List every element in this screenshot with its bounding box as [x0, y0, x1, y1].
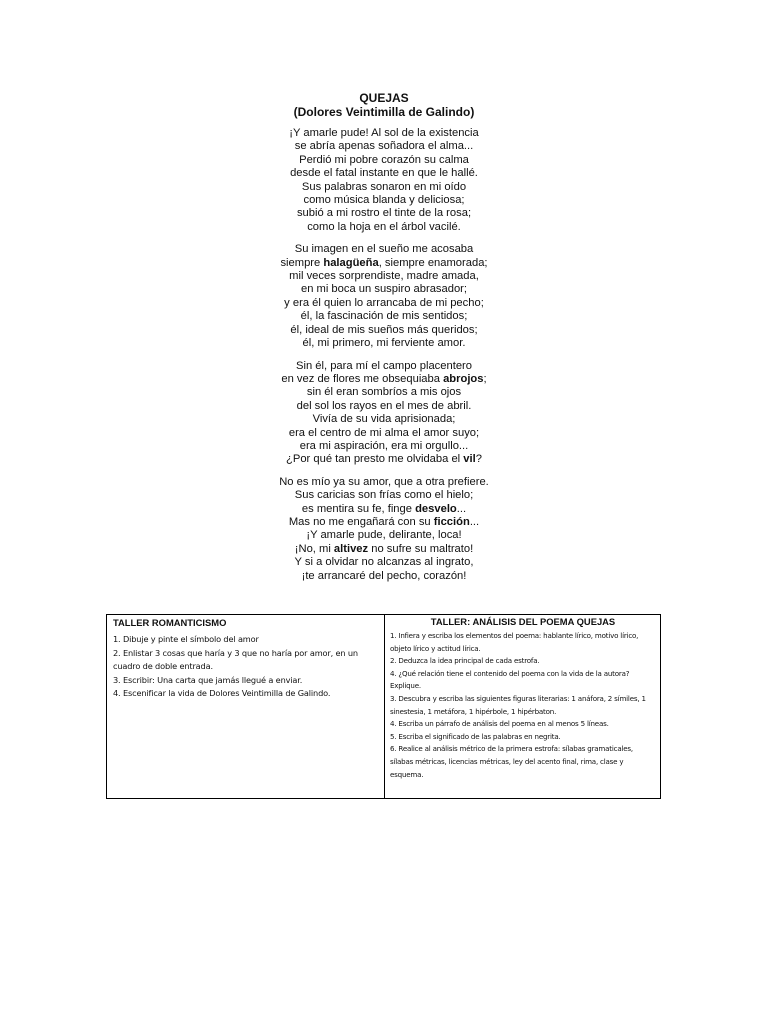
poem-verse: era el centro de mi alma el amor suyo; — [288, 426, 480, 439]
workshop-romanticism-cell — [107, 615, 385, 798]
poem-stanza — [0, 127, 768, 234]
workshop-analysis-cell — [385, 615, 660, 798]
poem-stanza — [0, 476, 768, 583]
poem-stanza — [0, 360, 768, 467]
poem-verse: Perdió mi pobre corazón su calma — [299, 153, 469, 166]
poem-verse: Y si a olvidar no alcanzas al ingrato, — [294, 556, 474, 569]
workshop-item: 1. Dibuje y pinte el símbolo del amor — [113, 634, 259, 644]
poem-verse: ¡te arrancaré del pecho, corazón! — [301, 569, 467, 582]
poem-verse: del sol los rayos en el mes de abril. — [296, 399, 472, 412]
workshop-analysis-list — [390, 630, 656, 781]
poem-verse: ¡Y amarle pude! Al sol de la existencia — [289, 127, 479, 139]
poem-verse: ¡Y amarle pude, delirante, loca! — [306, 529, 462, 542]
workshop-item: 2. Deduzca la idea principal de cada estrofa. — [390, 656, 540, 666]
workshop-romanticism-title: TALLER ROMANTICISMO — [113, 617, 227, 628]
poem-title: QUEJAS — [359, 91, 409, 105]
workshop-item: 4. Escenificar la vida de Dolores Veintimilla de Galindo. — [113, 688, 331, 698]
poem-verse: se abría apenas soñadora el alma... — [294, 140, 474, 153]
poem-verse: siempre halagüeña, siempre enamorada; — [280, 256, 488, 269]
poem-stanza — [0, 243, 768, 350]
poem-verse: en mi boca un suspiro abrasador; — [300, 283, 468, 296]
poem-verse: Sus caricias son frías como el hielo; — [294, 489, 474, 502]
poem-verse: ¡No, mi altivez no sufre su maltrato! — [294, 542, 474, 555]
poem-verse: sin él eran sombríos a mis ojos — [306, 386, 462, 399]
workshop-item: 4. Escriba un párrafo de análisis del poema en al menos 5 líneas. — [390, 719, 609, 729]
workshop-item: 3. Descubra y escriba las siguientes figuras literarias: 1 anáfora, 2 símiles, 1 sinestesia, 1 metáfora, 1 hipérbole, 1 hipérbaton. — [390, 693, 646, 716]
poem-verse: como música blanda y deliciosa; — [303, 194, 465, 207]
poem-verse: Vivía de su vida aprisionada; — [312, 413, 456, 426]
workshop-item: 3. Escribir: Una carta que jamás llegué a enviar. — [113, 674, 303, 685]
poem-verse: mil veces sorprendiste, madre amada, — [289, 270, 479, 283]
poem-verse: Su imagen en el sueño me acosaba — [294, 243, 474, 256]
workshop-item: 1. Infiera y escriba los elementos del poema: hablante lírico, motivo lírico, objeto lírico y actitud lírica. — [390, 631, 639, 653]
poem-verse: desde el fatal instante en que le hallé. — [290, 167, 478, 180]
poem-stanzas — [0, 127, 768, 583]
workshop-item: 4. ¿Qué relación tiene el contenido del poema con la vida de la autora? Explique. — [390, 668, 630, 691]
poem-verse: era mi aspiración, era mi orgullo... — [299, 439, 469, 452]
poem — [0, 91, 768, 592]
poem-verse: ¿Por qué tan presto me olvidaba el vil? — [286, 453, 482, 466]
poem-verse: él, ideal de mis sueños más queridos; — [290, 323, 478, 336]
poem-verse: él, mi primero, mi ferviente amor. — [302, 337, 466, 350]
poem-author: (Dolores Veintimilla de Galindo) — [293, 105, 475, 119]
poem-verse: Mas no me engañará con su ficción... — [288, 515, 480, 528]
workshop-table — [106, 614, 661, 799]
poem-verse: No es mío ya su amor, que a otra prefiere. — [279, 475, 489, 488]
poem-verse: y era él quien lo arrancaba de mi pecho; — [284, 296, 484, 309]
workshop-item: 2. Enlistar 3 cosas que haría y 3 que no haría por amor, en un cuadro de doble entrada. — [113, 647, 358, 671]
poem-verse: es mentira su fe, finge desvelo... — [301, 502, 467, 515]
workshop-item: 5. Escriba el significado de las palabras en negrita. — [390, 731, 561, 741]
poem-verse: Sus palabras sonaron en mi oído — [301, 180, 467, 193]
workshop-item: 6. Realice al análisis métrico de la primera estrofa: sílabas gramaticales, sílabas métricas, licencias métricas, ley del acento final, rima, clase y esquema. — [390, 744, 633, 779]
poem-verse: como la hoja en el árbol vacilé. — [307, 220, 461, 233]
workshop-romanticism-list — [113, 633, 380, 701]
poem-verse: Sin él, para mí el campo placentero — [296, 359, 472, 372]
poem-verse: en vez de flores me obsequiaba abrojos; — [281, 372, 487, 385]
poem-verse: subió a mi rostro el tinte de la rosa; — [296, 207, 472, 220]
poem-verse: él, la fascinación de mis sentidos; — [300, 310, 468, 323]
workshop-analysis-title: TALLER: ANÁLISIS DEL POEMA QUEJAS — [430, 616, 616, 627]
